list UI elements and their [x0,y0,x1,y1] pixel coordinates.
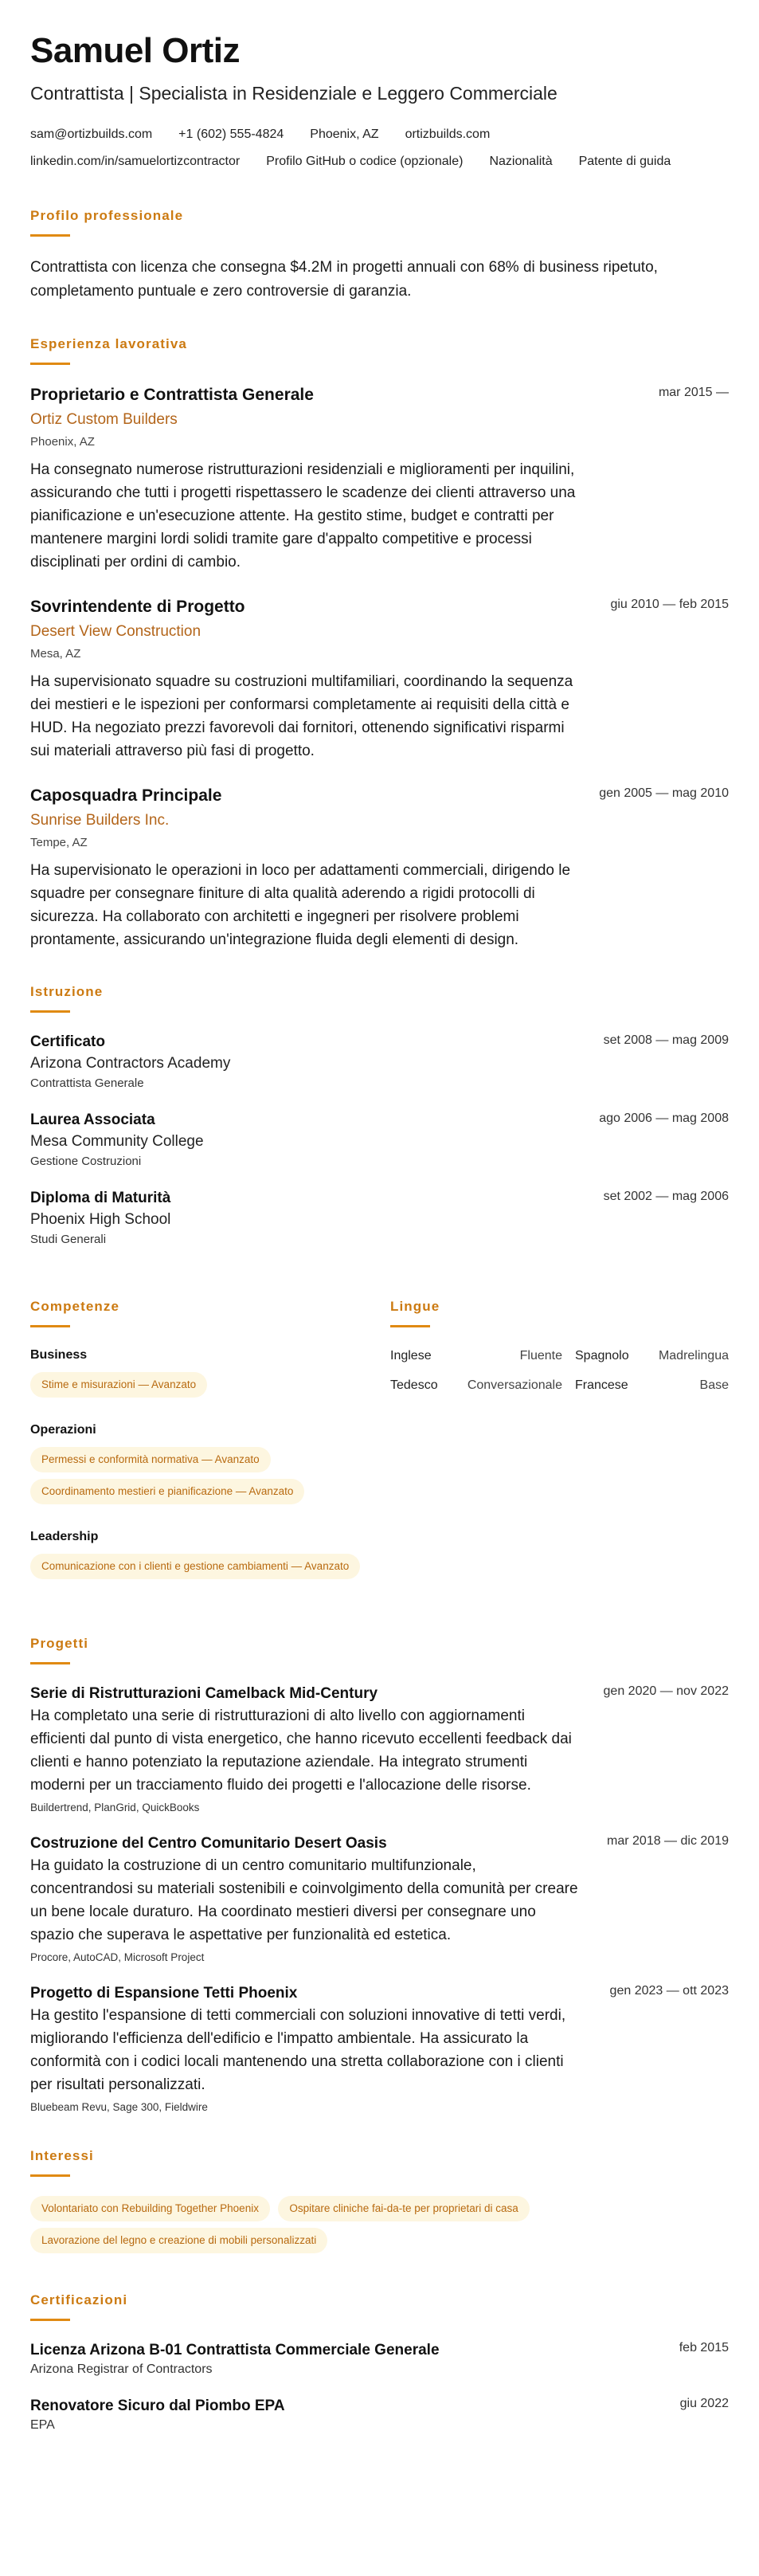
section-divider [30,2319,70,2321]
experience-description: Ha consegnato numerose ristrutturazioni residenziali e miglioramenti per inquilini, assicurando che tutti i progetti rispettassero le scadenze dei clienti attraverso una pianificazione e un'esecuzione attente. Ha gestito stime, budget e contratti per mantenere margini lordi solidi tramite gare d'appalto competitive e processi disciplinati per ordini di cambio. [30,461,576,570]
interest-pill: Volontariato con Rebuilding Together Phoenix [30,2196,270,2221]
contact-license: Patente di guida [578,155,671,168]
skill-pill: Permessi e conformità normativa — Avanzato [30,1447,271,1472]
certifications-section [30,2292,729,2434]
certification-issuer: EPA [30,2418,55,2432]
education-date: ago 2006 — mag 2008 [599,1112,729,1125]
education-date: set 2008 — mag 2009 [603,1033,729,1047]
certification-date: feb 2015 [679,2341,729,2354]
experience-entry [30,384,729,574]
skill-pill: Coordinamento mestieri e pianificazione — Avanzato [30,1479,304,1504]
skill-group-name: Business [30,1348,88,1362]
project-date: gen 2023 — ott 2023 [609,1984,729,1998]
languages-section [390,1266,729,1603]
language-level: Madrelingua [658,1349,729,1362]
candidate-name: Samuel Ortiz [30,31,240,70]
language-name: Inglese [390,1349,432,1362]
experience-date: giu 2010 — feb 2015 [610,598,729,611]
education-field: Studi Generali [30,1233,107,1246]
section-title: Lingue [390,1299,440,1314]
section-divider [390,1325,430,1327]
experience-company: Desert View Construction [30,623,201,640]
education-field: Gestione Costruzioni [30,1155,142,1168]
project-name: Progetto di Espansione Tetti Phoenix [30,1985,298,2002]
skill-group [30,1421,390,1511]
education-date: set 2002 — mag 2006 [603,1190,729,1203]
project-description: Ha completato una serie di ristrutturazioni di alto livello con aggiornamenti efficienti dal punto di vista energetico, che hanno ricevuto eccellenti feedback dai clienti e hanno potenziato la reputazione aziendale. Ha integrato strumenti moderni per un tracciamento fluido dei progetti e l'allocazione delle risorse. [30,1708,572,1794]
section-title: Competenze [30,1299,120,1314]
project-date: gen 2020 — nov 2022 [603,1684,729,1698]
language-row [390,1376,729,1395]
interests-list [30,2196,729,2260]
contact-github[interactable]: Profilo GitHub o codice (opzionale) [266,155,464,168]
project-tools: Procore, AutoCAD, Microsoft Project [30,1951,205,1963]
certification-name: Renovatore Sicuro dal Piombo EPA [30,2398,285,2414]
language-level: Fluente [519,1349,562,1362]
education-degree: Certificato [30,1033,105,1050]
experience-date: gen 2005 — mag 2010 [599,786,729,800]
headline: Contrattista | Specialista in Residenziale e Leggero Commerciale [30,83,558,104]
experience-entry [30,785,729,951]
skills-languages-row [30,1266,729,1603]
contact-location: Phoenix, AZ [310,127,379,141]
experience-role: Caposquadra Principale [30,786,222,805]
certification-entry [30,2340,729,2378]
contact-nationality: Nazionalità [489,155,553,168]
experience-location: Mesa, AZ [30,647,81,661]
section-divider [30,363,70,365]
experience-description: Ha supervisionato squadre su costruzioni multifamiliari, coordinando la sequenza dei mestieri e le ispezioni per conformarsi completamente ai requisiti della città e HUD. Ha negoziato prezzi favorevoli dai fornitori, ottenendo significativi risparmi sui materiali attraverso più fasi di progetto. [30,673,573,759]
profile-summary: Contrattista con licenza che consegna $4.2M in progetti annuali con 68% di business ripetuto, completamento puntuale e zero controversie di garanzia. [30,259,658,300]
education-entry [30,1110,729,1170]
education-field: Contrattista Generale [30,1076,144,1090]
section-divider [30,1325,70,1327]
project-date: mar 2018 — dic 2019 [607,1834,729,1848]
section-title: Progetti [30,1636,89,1651]
experience-location: Phoenix, AZ [30,435,95,449]
project-description: Ha guidato la costruzione di un centro comunitario multifunzionale, concentrandosi su materiali sostenibili e coinvolgimento della comunità per creare un bene locale duraturo. Ha coordinato mestieri diversi per consegnare uno spazio che superava le aspettative per funzionalità ed estetica. [30,1857,578,1943]
experience-date: mar 2015 — [658,386,729,399]
project-entry [30,1833,729,1966]
section-title: Profilo professionale [30,208,184,223]
contact-list [30,121,729,175]
contact-website[interactable]: ortizbuilds.com [405,127,491,141]
skill-group [30,1347,390,1404]
education-degree: Laurea Associata [30,1112,155,1128]
education-school: Mesa Community College [30,1133,204,1150]
experience-location: Tempe, AZ [30,836,88,849]
project-description: Ha gestito l'espansione di tetti commerciali con soluzioni innovative di tetti verdi, migliorando l'efficienza dell'edificio e l'impatto ambientale. Ha assicurato la conformità con i codici locali mantenendo una stretta collaborazione con i clienti per risultati personalizzati. [30,2007,566,2093]
skill-group-name: Leadership [30,1530,99,1543]
section-divider [30,1662,70,1664]
section-title: Istruzione [30,984,104,999]
skill-group-name: Operazioni [30,1423,96,1437]
certification-entry [30,2396,729,2434]
project-tools: Buildertrend, PlanGrid, QuickBooks [30,1802,200,1813]
education-section [30,983,729,1249]
experience-company: Sunrise Builders Inc. [30,812,170,829]
project-entry [30,1684,729,1816]
interests-section [30,2147,729,2260]
experience-section [30,335,729,951]
certification-issuer: Arizona Registrar of Contractors [30,2362,213,2376]
profile-section [30,207,729,304]
languages-table [390,1347,729,1395]
language-name: Spagnolo [575,1349,629,1362]
project-entry [30,1983,729,2115]
contact-linkedin[interactable]: linkedin.com/in/samuelortizcontractor [30,155,241,168]
section-title: Esperienza lavorativa [30,336,187,351]
skill-pill: Stime e misurazioni — Avanzato [30,1372,207,1398]
projects-section [30,1635,729,2115]
certification-date: giu 2022 [679,2397,729,2410]
contact-email[interactable]: sam@ortizbuilds.com [30,127,153,141]
language-level: Conversazionale [467,1378,562,1392]
section-divider [30,1010,70,1013]
project-name: Serie di Ristrutturazioni Camelback Mid-Century [30,1685,378,1702]
experience-role: Proprietario e Contrattista Generale [30,386,314,404]
certification-name: Licenza Arizona B-01 Contrattista Commerciale Generale [30,2342,440,2358]
skill-pill: Comunicazione con i clienti e gestione cambiamenti — Avanzato [30,1554,360,1579]
experience-company: Ortiz Custom Builders [30,411,178,428]
education-school: Phoenix High School [30,1211,171,1228]
section-divider [30,234,70,237]
education-entry [30,1188,729,1249]
skills-section [30,1266,390,1603]
project-name: Costruzione del Centro Comunitario Desert Oasis [30,1835,387,1852]
section-title: Interessi [30,2148,94,2163]
experience-entry [30,596,729,763]
skill-group [30,1528,390,1586]
education-degree: Diploma di Maturità [30,1190,171,1206]
experience-description: Ha supervisionato le operazioni in loco per adattamenti commerciali, dirigendo le squadre per consegnare finiture di alta qualità aderendo a rigidi protocolli di sicurezza. Ha collaborato con architetti e ingegneri per risolvere problemi prontamente, assicurando un'integrazione fluida degli elementi di design. [30,862,571,948]
education-school: Arizona Contractors Academy [30,1055,231,1072]
contact-phone[interactable]: +1 (602) 555-4824 [178,127,284,141]
language-name: Francese [575,1378,628,1392]
section-divider [30,2174,70,2177]
language-row [390,1347,729,1366]
language-name: Tedesco [390,1378,438,1392]
section-title: Certificazioni [30,2292,128,2307]
resume-header [30,32,729,175]
experience-role: Sovrintendente di Progetto [30,598,245,616]
project-tools: Bluebeam Revu, Sage 300, Fieldwire [30,2101,208,2113]
education-entry [30,1032,729,1092]
interest-pill: Lavorazione del legno e creazione di mobili personalizzati [30,2228,327,2253]
interest-pill: Ospitare cliniche fai-da-te per proprietari di casa [278,2196,529,2221]
language-level: Base [699,1378,729,1392]
